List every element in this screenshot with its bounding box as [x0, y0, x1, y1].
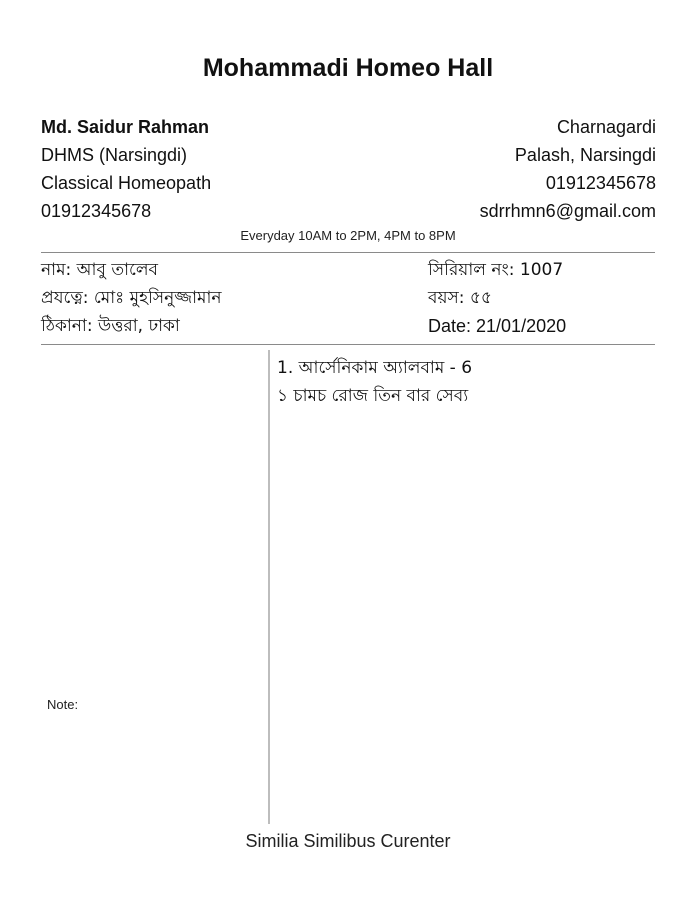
- patient-name: নাম: আবু তালেব: [41, 260, 158, 280]
- doctor-degree: DHMS (Narsingdi): [41, 145, 188, 165]
- prescription-date: Date: 21/01/2020: [428, 316, 567, 336]
- doctor-name: Md. Saidur Rahman: [41, 117, 210, 137]
- patient-serial: সিরিয়াল নং: 1007: [428, 260, 564, 280]
- patient-care-of: প্রযত্নে: মোঃ মুহসিনুজ্জামান: [41, 288, 222, 308]
- visiting-hours: Everyday 10AM to 2PM, 4PM to 8PM: [240, 228, 456, 243]
- footer-motto: Similia Similibus Curenter: [245, 831, 451, 851]
- patient-age: বয়স: ৫৫: [428, 288, 492, 308]
- clinic-phone: 01912345678: [545, 173, 656, 193]
- doctor-phone: 01912345678: [41, 201, 152, 221]
- note-label: Note:: [47, 697, 79, 712]
- clinic-city: Palash, Narsingdi: [514, 145, 656, 165]
- clinic-title: Mohammadi Homeo Hall: [202, 54, 494, 82]
- prescription-body: [277, 354, 472, 410]
- divider-middle: [41, 344, 655, 345]
- clinic-info: [480, 113, 656, 225]
- divider-top: [41, 252, 655, 253]
- doctor-info: [41, 113, 211, 225]
- medicine-line: 1. আর্সেনিকাম অ্যালবাম - 6: [277, 358, 473, 378]
- column-divider: [268, 350, 270, 824]
- clinic-area: Charnagardi: [556, 117, 656, 137]
- patient-address: ঠিকানা: উত্তরা, ঢাকা: [41, 316, 180, 336]
- patient-info-right: [428, 256, 566, 340]
- patient-info-left: [41, 256, 222, 340]
- dosage-line: ১ চামচ রোজ তিন বার সেব্য: [277, 386, 469, 406]
- doctor-speciality: Classical Homeopath: [41, 173, 212, 193]
- clinic-email: sdrrhmn6@gmail.com: [479, 201, 656, 221]
